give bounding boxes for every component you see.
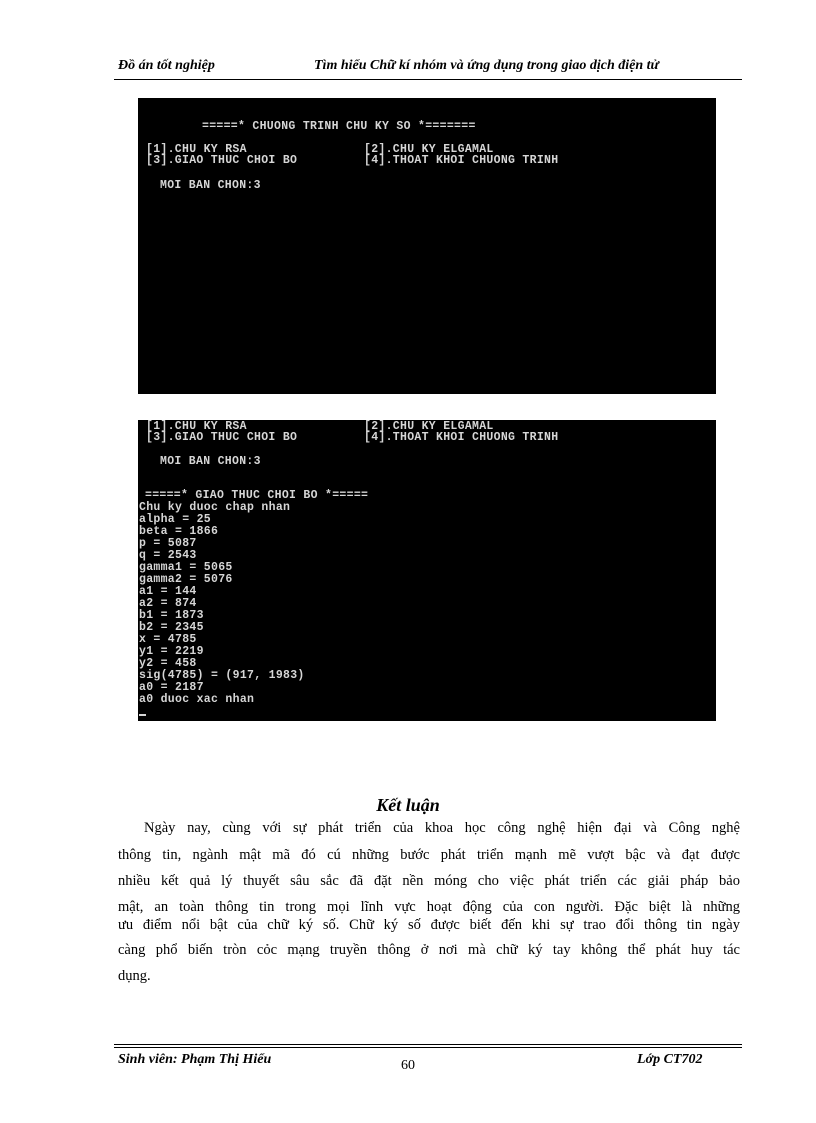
footer-rule	[114, 1047, 742, 1048]
console-line: gamma1 = 5065	[139, 561, 233, 574]
console-line: sig(4785) = (917, 1983)	[139, 669, 305, 682]
page-header	[118, 58, 742, 78]
console-line: x = 4785	[139, 633, 197, 646]
paragraph-line: nhiều kết quả lý thuyết sâu sắc đã đặt nền móng cho việc phát triển các giải pháp bảo	[118, 873, 740, 889]
console-line: beta = 1866	[139, 525, 219, 538]
footer-left: Sinh viên: Phạm Thị Hiểu	[118, 1052, 272, 1067]
footer-right: Lớp CT702	[637, 1052, 703, 1067]
console-line: MOI BAN CHON:3	[160, 179, 261, 192]
console-line: a0 = 2187	[139, 681, 204, 694]
console-line: [3].GIAO THUC CHOI BO	[146, 431, 298, 444]
console-screenshot-menu	[138, 98, 716, 394]
console-line: gamma2 = 5076	[139, 573, 233, 586]
header-right: Tìm hiểu Chữ kí nhóm và ứng dụng trong giao dịch điện tử	[314, 58, 659, 73]
paragraph-line: dụng.	[118, 968, 151, 984]
console-line: =====* GIAO THUC CHOI BO *=====	[145, 489, 369, 502]
console-line: =====* CHUONG TRINH CHU KY SO *=======	[202, 120, 476, 133]
paragraph-line: càng phổ biến tròn cỏc mạng truyền thông ở nơi mà chữ ký tay không thể phát huy tác	[118, 942, 740, 958]
console-line: a1 = 144	[139, 585, 197, 598]
console-line: y2 = 458	[139, 657, 197, 670]
console-cursor	[139, 714, 146, 716]
console-line: y1 = 2219	[139, 645, 204, 658]
console-screenshot-result	[138, 420, 716, 721]
page-number: 60	[401, 1058, 415, 1073]
console-line: [4].THOAT KHOI CHUONG TRINH	[364, 431, 559, 444]
header-rule	[114, 79, 742, 80]
console-line: alpha = 25	[139, 513, 212, 526]
console-line: MOI BAN CHON:3	[160, 455, 261, 468]
console-line: b2 = 2345	[139, 621, 204, 634]
console-line: [2].CHU KY ELGAMAL	[364, 143, 494, 156]
console-line: [2].CHU KY ELGAMAL	[364, 420, 494, 433]
paragraph-line: Ngày nay, cùng với sự phát triển của khoa học công nghệ hiện đại và Công nghệ	[144, 820, 740, 836]
console-line: [3].GIAO THUC CHOI BO	[146, 154, 298, 167]
console-line: [1].CHU KY RSA	[146, 420, 247, 433]
console-line: q = 2543	[139, 549, 197, 562]
console-line: b1 = 1873	[139, 609, 204, 622]
console-line: p = 5087	[139, 537, 197, 550]
console-line: [1].CHU KY RSA	[146, 143, 247, 156]
console-line: a2 = 874	[139, 597, 197, 610]
header-left: Đồ án tốt nghiệp	[118, 58, 215, 73]
footer-rule	[114, 1044, 742, 1045]
paragraph-line: thông tin, ngành mật mã đó cú những bước phát triển mạnh mẽ vượt bậc và đạt được	[118, 847, 740, 863]
paragraph-line: mật, an toàn thông tin trong mọi lĩnh vực hoạt động của con người. Đặc biệt là những	[118, 899, 740, 915]
paragraph-line: ưu điểm nổi bật của chữ ký số. Chữ ký số được biết đến khi sự trao đổi thông tin ngày	[118, 917, 740, 933]
console-line: Chu ky duoc chap nhan	[139, 501, 291, 514]
console-line: a0 duoc xac nhan	[139, 693, 255, 706]
console-line: [4].THOAT KHOI CHUONG TRINH	[364, 154, 559, 167]
section-title: Kết luận	[376, 795, 440, 815]
